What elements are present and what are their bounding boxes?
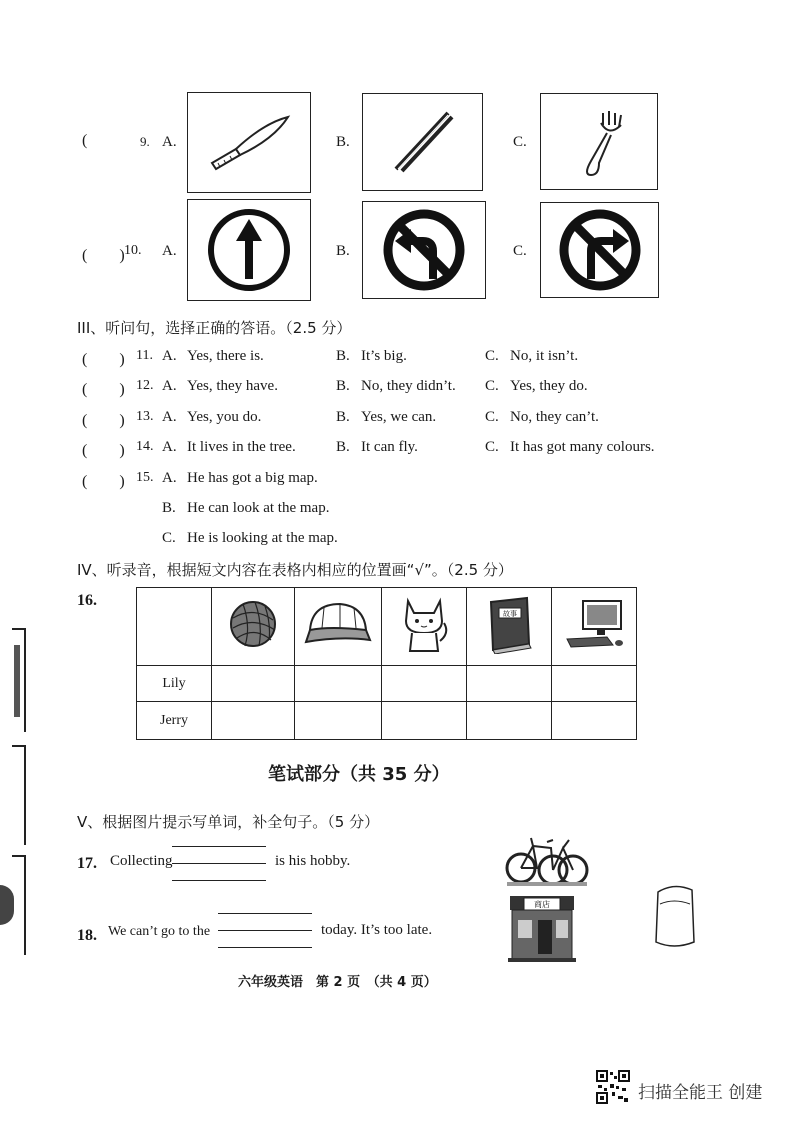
writing-line [218, 913, 312, 914]
option-label-9b: B. [336, 134, 350, 150]
grid-header-yarn [212, 588, 295, 666]
grid-cell[interactable] [552, 666, 637, 702]
answer-paren-15: ( ) [82, 473, 125, 490]
option-label: C. [162, 530, 176, 546]
question-number-17: 17. [77, 855, 97, 872]
option-text: No, they didn’t. [361, 378, 456, 394]
option-label: A. [162, 378, 177, 394]
writing-line [172, 846, 266, 847]
writing-line [172, 880, 266, 881]
option-picture-9a [187, 92, 311, 193]
sentence-end-18: today. It’s too late. [321, 922, 433, 938]
option-picture-10b [362, 201, 486, 299]
grid-header-book [467, 588, 552, 666]
option-text: He can look at the map. [187, 500, 330, 516]
grid-header-cat [382, 588, 467, 666]
grid-cell[interactable] [467, 702, 552, 740]
written-part-title: 笔试部分（共 35 分） [268, 764, 450, 785]
option-label-10c: C. [513, 243, 527, 259]
option-label: A. [162, 470, 177, 486]
option-label: B. [336, 378, 350, 394]
scribble-icon [650, 882, 700, 952]
scan-artifact [24, 855, 26, 955]
yarn-ball-icon [225, 596, 281, 652]
option-label: C. [485, 439, 499, 455]
grid-cell[interactable] [212, 702, 295, 740]
sentence-end-17: is his hobby. [275, 853, 351, 869]
option-text: It can fly. [361, 439, 418, 455]
answer-paren-9: ( [82, 132, 88, 149]
option-picture-10c [540, 202, 659, 298]
answer-paren-12: ( ) [82, 381, 125, 398]
option-label: B. [336, 439, 350, 455]
hint-picture-18 [506, 892, 578, 969]
option-picture-10a [187, 199, 311, 301]
question-number-14: 14. [136, 439, 154, 454]
scan-artifact [24, 745, 26, 845]
answer-grid [136, 587, 637, 740]
scan-artifact [0, 885, 14, 925]
computer-icon [561, 595, 627, 653]
option-label: C. [485, 348, 499, 364]
scan-artifact [14, 645, 20, 717]
option-text: Yes, they do. [510, 378, 588, 394]
option-text: Yes, we can. [361, 409, 437, 425]
answer-paren-13: ( ) [82, 412, 125, 429]
storybook-label: 故事 [503, 610, 517, 618]
hint-picture-17 [503, 830, 591, 893]
option-text: He is looking at the map. [187, 530, 338, 546]
scribble-sketch [650, 882, 700, 957]
option-text: No, it isn’t. [510, 348, 579, 364]
option-label-10b: B. [336, 243, 350, 259]
shop-sign: 商店 [534, 900, 550, 909]
option-label: A. [162, 409, 177, 425]
go-straight-sign-icon [206, 207, 292, 293]
scanner-watermark: 扫描全能王 创建 [638, 1083, 763, 1103]
scan-artifact [24, 628, 26, 732]
question-number-10: 10. [124, 243, 142, 258]
section-5-title: V、根据图片提示写单词，补全句子。（5 分） [77, 813, 380, 831]
grid-header-cap [295, 588, 382, 666]
answer-blank-18[interactable] [218, 930, 312, 931]
option-label: C. [485, 409, 499, 425]
cat-icon [396, 593, 452, 655]
option-text: Yes, you do. [187, 409, 262, 425]
question-number-15: 15. [136, 470, 154, 485]
option-label: A. [162, 439, 177, 455]
option-label: B. [336, 348, 350, 364]
question-number-12: 12. [136, 378, 154, 393]
qr-code-icon [596, 1070, 630, 1104]
grid-header-computer [552, 588, 637, 666]
no-left-turn-sign-icon [381, 207, 467, 293]
sentence-start-18: We can’t go to the [108, 924, 211, 939]
answer-paren-11: ( ) [82, 351, 125, 368]
section-3-title: III、听问句，选择正确的答语。（2.5 分） [77, 319, 352, 337]
option-picture-9b [362, 93, 483, 191]
option-text: It’s big. [361, 348, 407, 364]
answer-paren-10: ( ) [82, 247, 125, 264]
answer-paren-14: ( ) [82, 442, 125, 459]
grid-cell[interactable] [295, 666, 382, 702]
question-number-16: 16. [77, 592, 97, 609]
grid-cell[interactable] [382, 666, 467, 702]
option-text: Yes, they have. [187, 378, 278, 394]
grid-corner-cell [137, 588, 212, 666]
cap-icon [300, 596, 376, 652]
option-text: No, they can’t. [510, 409, 599, 425]
sentence-start-17: Collecting [110, 853, 173, 869]
writing-line [218, 947, 312, 948]
section-4-title: IV、听录音，根据短文内容在表格内相应的位置画“√”。（2.5 分） [77, 561, 513, 579]
option-text: It has got many colours. [510, 439, 655, 455]
option-label-10a: A. [162, 243, 177, 259]
grid-cell[interactable] [295, 702, 382, 740]
grid-row-label-lily: Lily [137, 666, 212, 702]
question-number-13: 13. [136, 409, 154, 424]
question-number-18: 18. [77, 927, 97, 944]
shop-icon [506, 892, 578, 964]
fork-icon [569, 105, 629, 179]
knife-icon [204, 113, 294, 173]
page-footer: 六年级英语 第 2 页 （共 4 页） [238, 975, 437, 990]
option-text: He has got a big map. [187, 470, 318, 486]
option-picture-9c [540, 93, 658, 190]
option-label-9c: C. [513, 134, 527, 150]
grid-row-label-jerry: Jerry [137, 702, 212, 740]
option-label: A. [162, 348, 177, 364]
answer-blank-17[interactable] [172, 863, 266, 864]
grid-cell[interactable] [467, 666, 552, 702]
option-label: B. [336, 409, 350, 425]
no-right-turn-sign-icon [557, 207, 643, 293]
option-text: It lives in the tree. [187, 439, 296, 455]
grid-cell[interactable] [212, 666, 295, 702]
chopsticks-icon [388, 107, 458, 177]
qr-code [596, 1070, 630, 1104]
option-label-9a: A. [162, 134, 177, 150]
storybook-icon [479, 594, 539, 654]
grid-cell[interactable] [382, 702, 467, 740]
option-text: Yes, there is. [187, 348, 264, 364]
option-label: C. [485, 378, 499, 394]
question-number-9: 9. [140, 134, 150, 149]
question-number-11: 11. [136, 348, 153, 363]
grid-cell[interactable] [552, 702, 637, 740]
option-label: B. [162, 500, 176, 516]
bicycle-icon [503, 830, 591, 888]
